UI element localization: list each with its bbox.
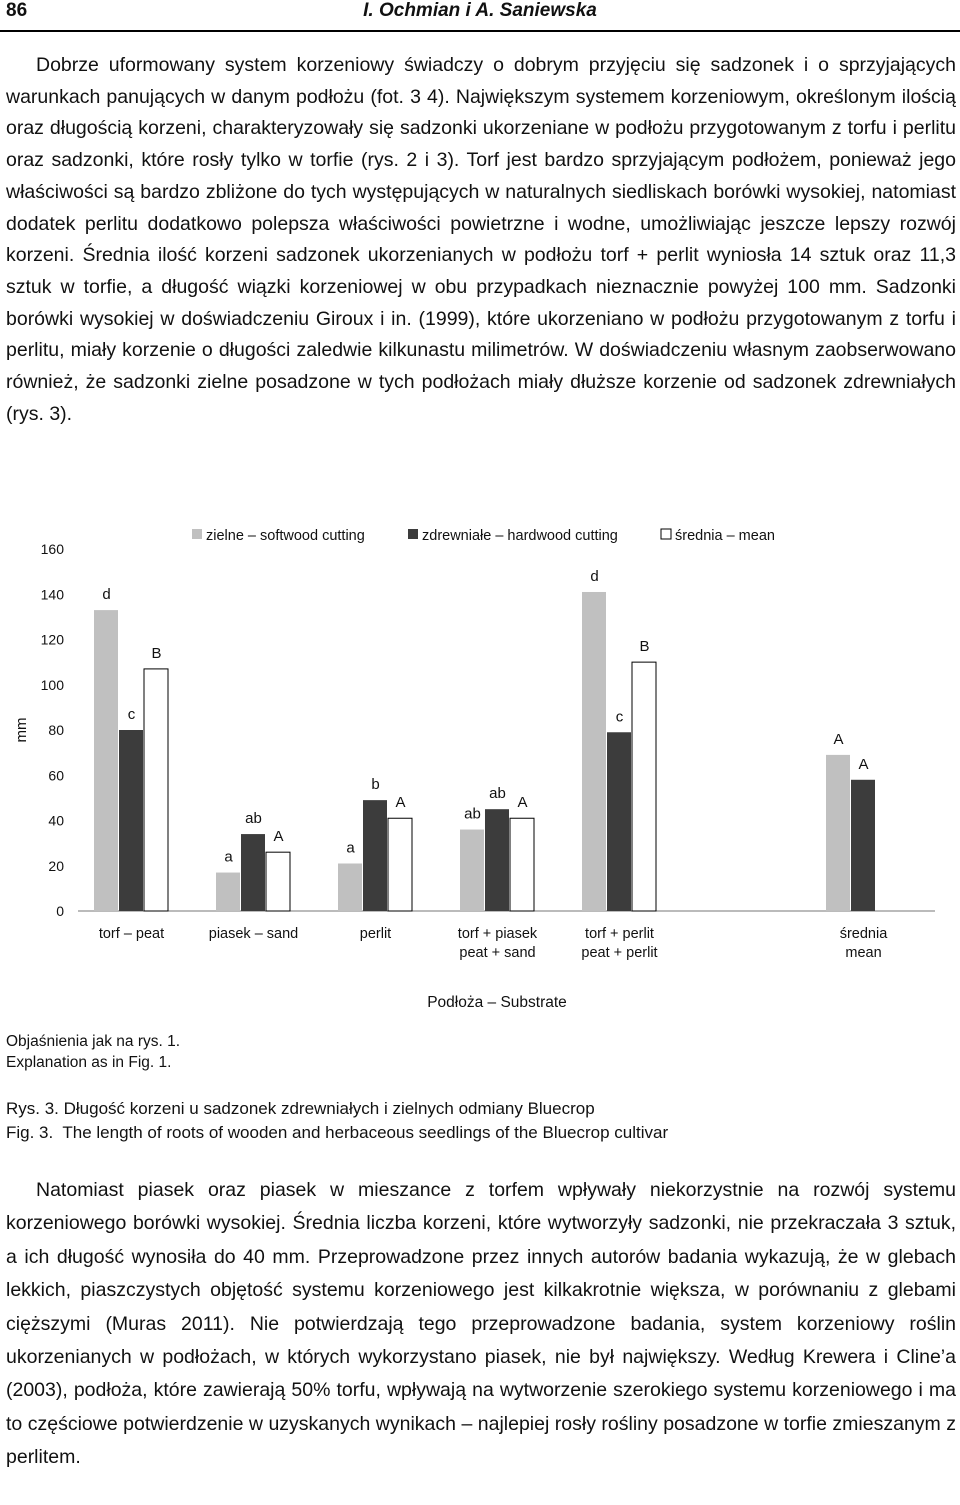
bar-mean [510, 818, 534, 911]
bar-significance-label: A [273, 828, 284, 846]
bar-significance-label: A [833, 730, 844, 748]
legend-swatch [408, 529, 418, 539]
y-tick-label: 160 [40, 541, 64, 557]
bar-significance-label: b [371, 776, 380, 794]
y-tick-label: 40 [48, 812, 64, 829]
page-number: 86 [6, 0, 28, 21]
bar-significance-label: A [517, 794, 528, 812]
x-category-label: peat + perlit [581, 945, 658, 961]
x-category-label: torf – peat [98, 926, 165, 942]
bar-hardwood [241, 834, 265, 911]
y-tick-label: 0 [56, 903, 64, 919]
bar-hardwood [607, 732, 631, 911]
x-axis-label: Podłoża – Substrate [427, 994, 567, 1011]
root-length-chart [0, 515, 960, 1015]
x-category-label: piasek – sand [208, 926, 299, 942]
bar-significance-label: B [639, 638, 650, 656]
bar-softwood [460, 830, 484, 911]
bar-significance-label: a [346, 839, 355, 857]
bar-hardwood [485, 809, 509, 911]
legend-entry: średnia – mean [675, 528, 775, 544]
bar-hardwood [119, 730, 143, 911]
bar-softwood [216, 873, 240, 911]
explanation-note [6, 1031, 180, 1073]
legend-swatch [661, 529, 671, 539]
explanation-en: Explanation as in Fig. 1. [6, 1054, 172, 1071]
y-tick-label: 60 [48, 767, 64, 784]
bar-softwood [94, 610, 118, 911]
bar-significance-label: B [151, 644, 162, 662]
figure-caption-pl: Rys. 3. Długość korzeni u sadzonek zdrewniałych i zielnych odmiany Bluecrop [6, 1099, 595, 1118]
bar-softwood [338, 863, 362, 911]
bar-significance-label: d [590, 567, 599, 585]
paragraph-top: Dobrze uformowany system korzeniowy świadczy o dobrym przyjęciu się sadzonek i o sprzyjających warunkach panujących w danym podłożu (fot. 3 4). Największym systemem korzeniowym, określonym ilością oraz długością korzeni, charakteryzowały się sadzonki ukorzeniane w podłożu przygotowanym z torfu i perlitu oraz sadzonki, które rosły tylko w torfie (rys. 2 i 3). Torf jest bardzo sprzyjającym podłożem, ponieważ jego właściwości są bardzo zbliżone do tych występujących w naturalnych siedliskach borówki wysokiej, natomiast dodatek perlitu dodatkowo polepsza właściwości powietrzne i wodne, umożliwiając jeszcze lepszy rozwój korzeni. Średnia ilość korzeni sadzonek ukorzenianych w podłożu torf + perlit wyniosła 14 sztuk oraz 11,3 sztuk w torfie, a długość wiązki korzeniowej w obu przypadkach nieznacznie powyżej 100 mm. Sadzonki borówki wysokiej w doświadczeniu Giroux i in. (1999), które ukorzeniano w podłożu przygotowanym z torfu i perlitu, miały korzenie o długości zaledwie kilkunastu milimetrów. W doświadczeniu własnym zaobserwowano również, że sadzonki zielne posadzone w tych podłożach miały dłuższe korzenie od sadzonek zdrewniałych (rys. 3). [6, 54, 956, 425]
y-tick-label: 20 [48, 857, 64, 874]
y-tick-label: 140 [40, 586, 64, 603]
bar-significance-label: a [224, 848, 233, 866]
bar-significance-label: ab [464, 805, 481, 823]
x-category-label: średnia [839, 926, 888, 942]
y-axis-label: mm [13, 717, 30, 743]
bar-significance-label: ab [245, 810, 262, 828]
bar-significance-label: d [102, 586, 111, 604]
page-header [0, 0, 960, 32]
running-head: I. Ochmian i A. Saniewska [363, 0, 597, 21]
bar-significance-label: ab [489, 785, 506, 803]
explanation-pl: Objaśnienia jak na rys. 1. [6, 1033, 181, 1050]
bar-softwood [826, 755, 850, 911]
x-category-label: mean [845, 945, 882, 961]
bar-hardwood [363, 800, 387, 911]
bar-mean [266, 852, 290, 911]
y-tick-label: 80 [48, 722, 64, 738]
legend-swatch [192, 529, 202, 539]
bar-mean [144, 669, 168, 911]
x-category-label: peat + sand [459, 945, 536, 961]
y-tick-label: 120 [40, 631, 64, 648]
figure-caption-en: Fig. 3. The length of roots of wooden and herbaceous seedlings of the Bluecrop cultivar [6, 1123, 669, 1142]
legend-entry: zdrewniałe – hardwood cutting [422, 528, 618, 544]
bar-mean [632, 662, 656, 911]
bar-significance-label: c [615, 708, 624, 726]
y-tick-label: 100 [40, 676, 64, 693]
x-category-label: perlit [359, 926, 392, 942]
x-category-label: torf + perlit [585, 926, 654, 942]
bar-mean [388, 818, 412, 911]
x-category-label: torf + piasek [457, 926, 538, 942]
bar-significance-label: A [395, 794, 406, 812]
bar-hardwood [851, 780, 875, 911]
bar-softwood [582, 592, 606, 911]
legend-entry: zielne – softwood cutting [206, 528, 365, 544]
bar-significance-label: A [858, 755, 869, 773]
paragraph-bottom: Natomiast piasek oraz piasek w mieszance z torfem wpływały niekorzystnie na rozwój systemu korzeniowego borówki wysokiej. Średnia liczba korzeni, które wytworzyły sadzonki, nie przekraczała 3 sztuk, a ich długość wynosiła do 40 mm. Przeprowadzone przez innych autorów badania wykazują, że w glebach lekkich, piaszczystych objętość systemu korzeniowego jest kilkakrotnie większa, w porównaniu z glebami cięższymi (Muras 2011). Nie potwierdzają tego przeprowadzone badania, system korzeniowy roślin ukorzenianych w podłożach, w których wykorzystano piasek, nie był największy. Według Krewera i Cline’a (2003), podłoża, które zawierają 50% torfu, wpływają na wytworzenie szerokiego systemu korzeniowego i ma to częściowe potwierdzenie w uzyskanych wynikach – najlepiej rosły rośliny posadzone w torfie zmieszanym z perlitem. [6, 1179, 956, 1469]
bar-significance-label: c [127, 706, 136, 723]
